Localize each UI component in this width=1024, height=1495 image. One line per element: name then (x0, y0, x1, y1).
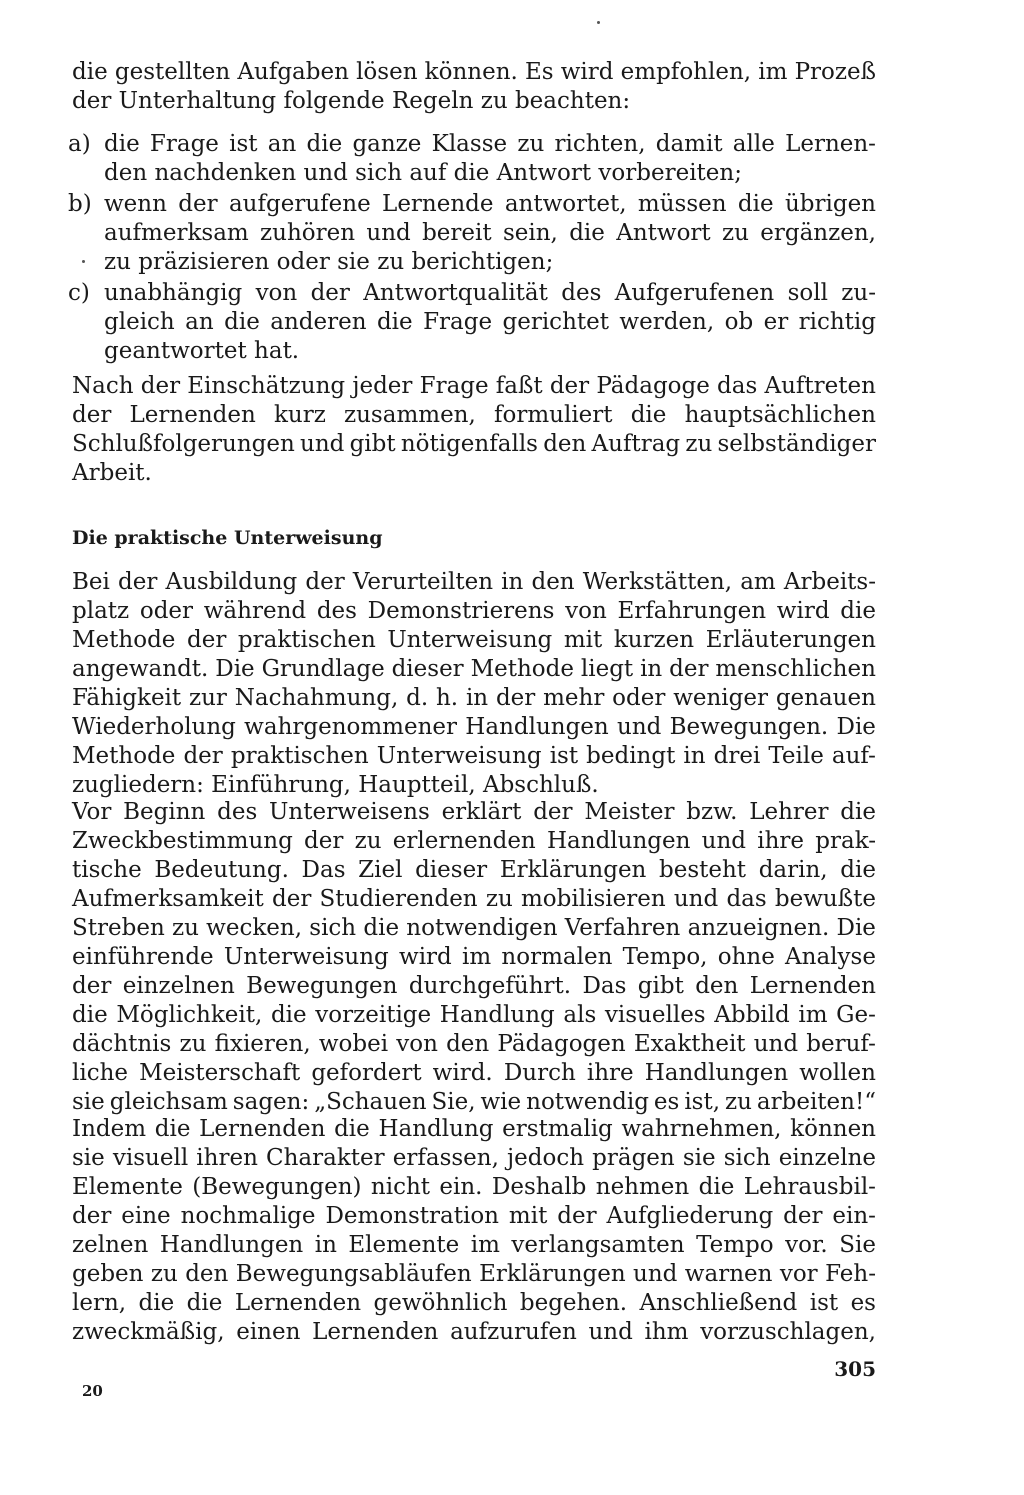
list-item-label: a) (68, 131, 91, 157)
text-line: geben zu den Bewegungsabläufen Erklärungen und warnen vor Feh- (72, 1261, 876, 1287)
paragraph-practical-instruction (72, 568, 876, 800)
text-line: Zweckbestimmung der zu erlernenden Handlungen und ihre prak- (72, 828, 876, 854)
text-line: Methode der praktischen Unterweisung mit kurzen Erläuterungen (72, 627, 876, 653)
text-line: Bei der Ausbildung der Verurteilten in den Werkstätten, am Arbeits- (72, 569, 876, 595)
text-line: die Frage ist an die ganze Klasse zu richten, damit alle Lernen- (104, 131, 876, 157)
intro-paragraph (72, 58, 876, 116)
text-line: zweckmäßig, einen Lernenden aufzurufen und ihm vorzuschlagen, (72, 1319, 876, 1345)
text-line: der Unterhaltung folgende Regeln zu beachten: (72, 88, 631, 114)
text-line: zugliedern: Einführung, Hauptteil, Abschluß. (72, 772, 599, 798)
text-line: unabhängig von der Antwortqualität des Aufgerufenen soll zu- (104, 280, 876, 306)
paragraph-introduction-phase (72, 798, 876, 1117)
text-line: Elemente (Bewegungen) nicht ein. Deshalb nehmen die Lehrausbil- (72, 1174, 876, 1200)
text-line: geantwortet hat. (104, 338, 300, 364)
paragraph-demonstration-phase (72, 1115, 876, 1347)
text-line: Arbeit. (72, 460, 152, 486)
text-line: Indem die Lernenden die Handlung erstmalig wahrnehmen, können (72, 1116, 876, 1142)
scan-speck (82, 260, 85, 263)
text-line: die gestellten Aufgaben lösen können. Es wird empfohlen, im Prozeß (72, 59, 876, 85)
text-line: einführende Unterweisung wird im normalen Tempo, ohne Analyse (72, 944, 876, 970)
text-line: Nach der Einschätzung jeder Frage faßt der Pädagoge das Auftreten (72, 373, 876, 399)
text-line: Methode der praktischen Unterweisung ist bedingt in drei Teile auf- (72, 743, 876, 769)
text-line: den nachdenken und sich auf die Antwort vorbereiten; (104, 160, 742, 186)
text-line: Aufmerksamkeit der Studierenden zu mobilisieren und das bewußte (72, 886, 876, 912)
text-line: platz oder während des Demonstrierens von Erfahrungen wird die (72, 598, 876, 624)
text-line: dächtnis zu fixieren, wobei von den Pädagogen Exaktheit und beruf- (72, 1031, 876, 1057)
page-number: 305 (834, 1357, 876, 1381)
list-item-label: c) (68, 280, 90, 306)
text-line: Streben zu wecken, sich die notwendigen Verfahren anzueignen. Die (72, 915, 876, 941)
text-line: zelnen Handlungen in Elemente im verlangsamten Tempo vor. Sie (72, 1232, 876, 1258)
signature-mark: 20 (82, 1382, 103, 1400)
text-line: sie gleichsam sagen: „Schauen Sie, wie notwendig es ist, zu arbeiten!“ (72, 1089, 876, 1115)
text-line: angewandt. Die Grundlage dieser Methode liegt in der menschlichen (72, 656, 876, 682)
document-page (68, 0, 876, 1495)
text-line: lern, die die Lernenden gewöhnlich begehen. Anschließend ist es (72, 1290, 876, 1316)
list-item-text (104, 130, 876, 188)
summary-paragraph (72, 372, 876, 488)
text-line: aufmerksam zuhören und bereit sein, die Antwort zu ergänzen, (104, 220, 876, 246)
section-heading: Die praktische Unterweisung (72, 527, 383, 549)
text-line: tische Bedeutung. Das Ziel dieser Erklärungen besteht darin, die (72, 857, 876, 883)
text-line: Vor Beginn des Unterweisens erklärt der Meister bzw. Lehrer die (72, 799, 876, 825)
scan-speck (597, 21, 600, 24)
text-line: Schlußfolgerungen und gibt nötigenfalls den Auftrag zu selbständiger (72, 431, 876, 457)
text-line: der einzelnen Bewegungen durchgeführt. Das gibt den Lernenden (72, 973, 876, 999)
text-line: sie visuell ihren Charakter erfassen, jedoch prägen sie sich einzelne (72, 1145, 876, 1171)
list-item-label: b) (68, 191, 92, 217)
text-line: der eine nochmalige Demonstration mit der Aufgliederung der ein- (72, 1203, 876, 1229)
text-line: der Lernenden kurz zusammen, formuliert die hauptsächlichen (72, 402, 876, 428)
text-line: gleich an die anderen die Frage gerichtet werden, ob er richtig (104, 309, 876, 335)
text-line: zu präzisieren oder sie zu berichtigen; (104, 249, 554, 275)
text-line: wenn der aufgerufene Lernende antwortet, müssen die übrigen (104, 191, 876, 217)
text-line: Wiederholung wahrgenommener Handlungen und Bewegungen. Die (72, 714, 876, 740)
text-line: liche Meisterschaft gefordert wird. Durch ihre Handlungen wollen (72, 1060, 876, 1086)
text-line: Fähigkeit zur Nachahmung, d. h. in der mehr oder weniger genauen (72, 685, 876, 711)
text-line: die Möglichkeit, die vorzeitige Handlung als visuelles Abbild im Ge- (72, 1002, 876, 1028)
list-item-text (104, 279, 876, 366)
list-item-text (104, 190, 876, 277)
